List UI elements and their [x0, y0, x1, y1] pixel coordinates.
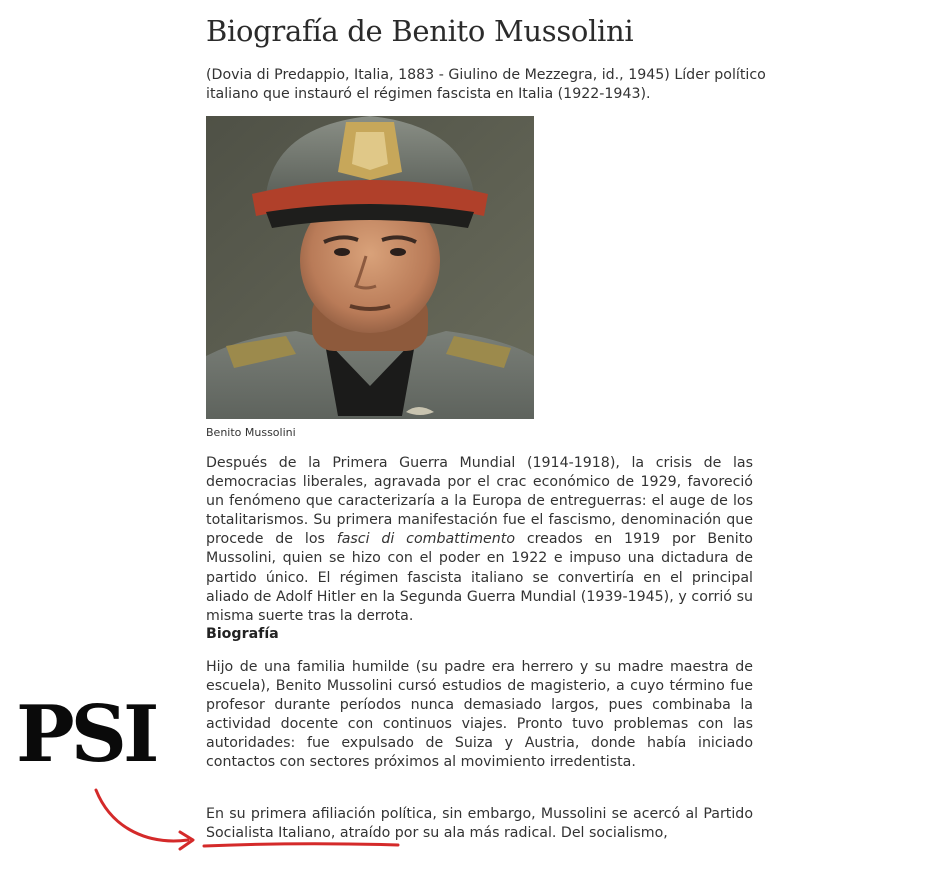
- political-affiliation-paragraph: [206, 805, 753, 843]
- paragraph-text: creados en 1919 por Benito Mussolini, quien se hizo con el poder en 1922 e impuso una dictadura de partido único. El régimen fascista italiano se convertiría en el principal aliado de Adolf Hitler en la Segunda Guerra Mundial (1939-1945), y corrió su misma suerte tras la derrota.: [206, 531, 753, 624]
- paragraph-text: En su primera afiliación política, sin embargo, Mussolini se acercó al: [206, 806, 704, 822]
- image-caption: Benito Mussolini: [206, 426, 296, 439]
- annotation-arrowhead: [180, 832, 193, 849]
- intro-paragraph: (Dovia di Predappio, Italia, 1883 - Giulino de Mezzegra, id., 1945) Líder político italiano que instauró el régimen fascista en Italia (1922-1943).: [206, 67, 766, 102]
- annotation-arrow: [96, 790, 188, 841]
- paragraph-text: , atraído por su ala más radical. Del socialismo,: [330, 825, 668, 842]
- psi-party-link[interactable]: Partido Socialista Italiano: [206, 806, 753, 842]
- italic-term: fasci di combattimento: [336, 531, 516, 548]
- section-heading-biografia: Biografía: [206, 626, 279, 642]
- annotation-underline: [204, 844, 398, 846]
- paragraph-text: Después de la Primera Guerra Mundial (1914-1918), la crisis de las democracias liberales, agravada por el crac económico de 1929, favoreció un fenómeno que caracterizaría a la Europa de entreguerras: el auge de los totalitarismos. Su primera manifestación fue el fascismo, denominación que procede de los: [206, 455, 753, 548]
- page-title: Biografía de Benito Mussolini: [206, 14, 634, 48]
- biography-paragraph: Hijo de una familia humilde (su padre era herrero y su madre maestra de escuela), Benito Mussolini cursó estudios de magisterio, a cuyo término fue profesor durante períodos nunca demasiado largos, pues combinaba la actividad docente con continuos viajes. Pronto tuvo problemas con las autoridades: fue expulsado de Suiza y Austria, donde había iniciado contactos con sectores próximos al movimiento irredentista.: [206, 659, 753, 771]
- portrait-photo: [206, 116, 534, 419]
- intro-body-paragraph: [206, 454, 753, 626]
- psi-annotation-label: PSI: [16, 689, 156, 780]
